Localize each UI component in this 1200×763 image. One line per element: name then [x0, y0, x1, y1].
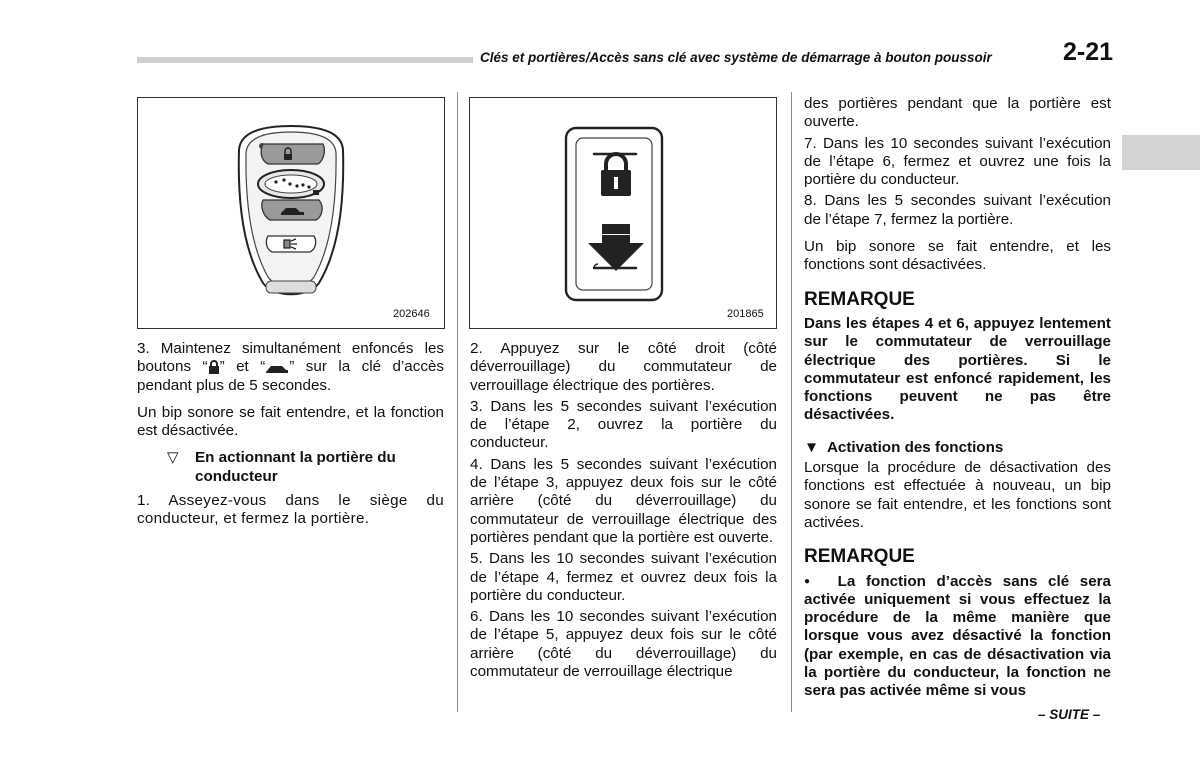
paragraph-step-6: 6. Dans les 10 secondes suivant l’exécution de l’étape 5, appuyez deux fois sur le côté arrière (côté du déverrouillage) du commutateur de verrouillage électrique: [470, 608, 777, 681]
paragraph-continued: des portières pendant que la portière est ouverte.: [804, 95, 1111, 131]
figure-code: 201865: [727, 308, 764, 320]
note-heading: REMARQUE: [804, 288, 915, 310]
paragraph-step-1: 1. Asseyez-vous dans le siège du conducteur, et fermez la portière.: [137, 492, 444, 528]
section-heading: ▼ Activation des fonctions: [804, 438, 1004, 456]
paragraph-step-8: 8. Dans les 5 secondes suivant l’exécution de l’étape 7, fermez la portière.: [804, 192, 1111, 228]
bullet-icon: ●: [804, 575, 817, 587]
note-heading: REMARQUE: [804, 546, 915, 568]
down-triangle-icon: ▼: [804, 438, 820, 456]
paragraph-step-7: 7. Dans les 10 secondes suivant l’exécution de l’étape 6, fermez et ouvrez une fois la portière du conducteur.: [804, 134, 1111, 189]
keyfob-illustration: [138, 98, 444, 328]
column-2: [470, 340, 777, 684]
paragraph-step-4: 4. Dans les 5 secondes suivant l’exécution de l’étape 3, appuyez deux fois sur le côté arrière (côté du déverrouillage) du commutateur de verrouillage électrique des portières pendant que la portière est ouverte.: [470, 455, 777, 546]
continued-label: – SUITE –: [1038, 707, 1101, 722]
page-number: 2-21: [1063, 38, 1114, 66]
trunk-button-icon: [265, 362, 289, 374]
paragraph-activation: Lorsque la procédure de désactivation des fonctions est effectuée à nouveau, un bip sonore se fait entendre, et les fonctions sont activées.: [804, 459, 1111, 531]
column-divider-2: [791, 92, 792, 712]
lock-switch-illustration: [470, 98, 776, 328]
column-3: [804, 95, 1111, 701]
note-body: ● La fonction d’accès sans clé sera activée uniquement si vous effectuez la procédure de la même manière que lorsque vous avez désactivé la fonction (par exemple, en cas de désactivation via la portière du conducteur, la fonction ne sera pas activée même si vous: [804, 572, 1112, 700]
subsection-heading: ▽ En actionnant la portière du conducteur: [137, 449, 444, 486]
chapter-tab: [1122, 135, 1200, 170]
lock-switch-figure: [469, 97, 777, 329]
paragraph-beep-deactivated: Un bip sonore se fait entendre, et les fonctions sont désactivées.: [804, 238, 1111, 274]
paragraph-step-3: 3. Maintenez simultanément enfoncés les boutons “ ” et “ ” sur la clé d’accès pendant plus de 5 secondes.: [137, 340, 444, 394]
paragraph-beep: Un bip sonore se fait entendre, et la fonction est désactivée.: [137, 403, 444, 440]
note-body: Dans les étapes 4 et 6, appuyez lentement sur le commutateur de verrouillage électrique des portières. Si le commutateur est enfoncé rapidement, les fonctions peuvent ne pas être désactivées.: [804, 314, 1111, 424]
column-1: [137, 340, 444, 538]
header-rule: [137, 57, 473, 63]
running-title: Clés et portières/Accès sans clé avec système de démarrage à bouton poussoir: [480, 50, 992, 65]
paragraph-step-5: 5. Dans les 10 secondes suivant l’exécution de l’étape 4, fermez et ouvrez deux fois la portière du conducteur.: [470, 550, 777, 604]
paragraph-step-3b: 3. Dans les 5 secondes suivant l’exécution de l’étape 2, ouvrez la portière du conducteur.: [470, 397, 777, 452]
paragraph-step-2: 2. Appuyez sur le côté droit (côté déverrouillage) du commutateur de verrouillage électrique des portières.: [470, 340, 777, 394]
keyfob-figure: [137, 97, 445, 329]
figure-code: 202646: [393, 308, 430, 320]
column-divider-1: [457, 92, 458, 712]
triangle-marker-icon: ▽: [167, 449, 179, 467]
lock-button-icon: [208, 360, 220, 374]
